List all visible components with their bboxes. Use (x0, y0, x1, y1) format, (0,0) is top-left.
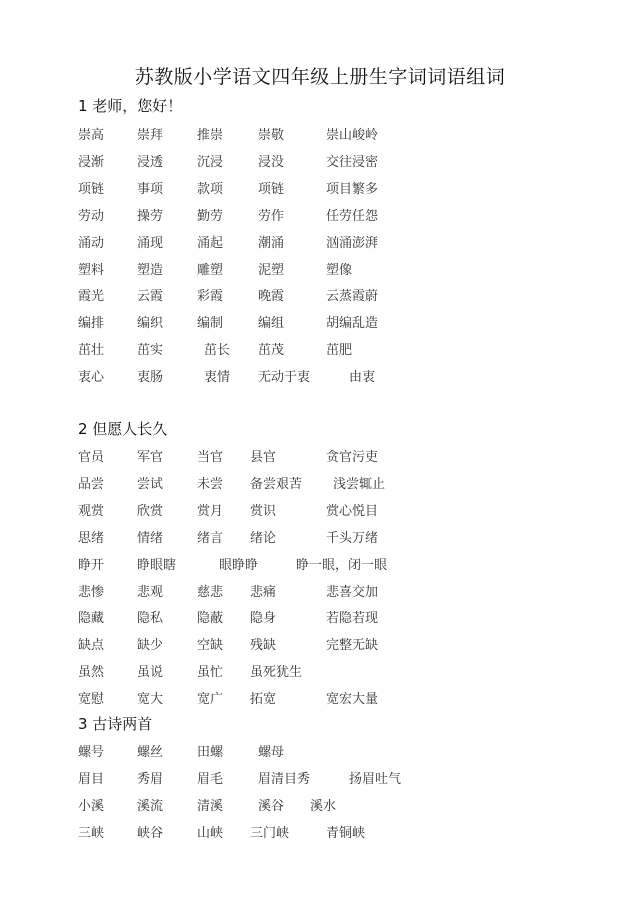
word-cell: 项目繁多 (326, 181, 379, 197)
word-cell: 塑造 (137, 262, 164, 278)
word-cell: 隐身 (250, 611, 277, 627)
word-row (0, 339, 640, 361)
word-cell: 塑料 (78, 262, 105, 278)
word-cell: 青铜峡 (326, 825, 366, 841)
word-cell: 浸透 (137, 154, 164, 170)
word-cell: 衷心 (78, 370, 105, 386)
word-cell: 峡谷 (137, 825, 164, 841)
word-cell: 空缺 (197, 638, 224, 654)
word-cell: 睁一眼，闭一眼 (296, 557, 388, 573)
word-cell: 小溪 (78, 798, 105, 814)
word-cell: 螺号 (78, 745, 105, 760)
word-cell: 军官 (137, 450, 164, 465)
section-heading: 3 古诗两首 (78, 715, 153, 733)
word-cell: 雕塑 (197, 262, 224, 278)
word-cell: 赏心悦目 (326, 503, 379, 519)
word-cell: 睁眼瞎 (137, 557, 177, 573)
word-cell: 崇山峻岭 (326, 128, 379, 143)
word-cell: 塑像 (326, 262, 353, 278)
word-cell: 赏识 (250, 503, 277, 519)
word-cell: 悲喜交加 (326, 584, 379, 600)
word-cell: 睁开 (78, 557, 105, 573)
word-cell: 项链 (258, 181, 285, 197)
word-cell: 任劳任怨 (326, 208, 379, 224)
word-row (0, 312, 640, 334)
word-cell: 浸渐 (78, 154, 105, 170)
word-cell: 品尝 (78, 476, 105, 492)
word-cell: 浸没 (258, 154, 285, 170)
word-cell: 思绪 (78, 530, 105, 546)
word-row (0, 768, 640, 790)
word-row (0, 741, 640, 763)
word-row (0, 446, 640, 468)
word-cell: 山峡 (197, 825, 224, 841)
word-row (0, 795, 640, 817)
word-cell: 悲痛 (250, 584, 277, 600)
word-cell: 拓宽 (250, 692, 277, 708)
word-row (0, 581, 640, 603)
word-row (0, 473, 640, 495)
word-cell: 田螺 (197, 745, 224, 760)
word-cell: 当官 (197, 450, 224, 465)
word-cell: 螺母 (258, 745, 285, 760)
word-cell: 宽大 (137, 692, 164, 708)
word-cell: 虽然 (78, 665, 105, 681)
word-cell: 云霞 (137, 289, 164, 305)
word-cell: 涌动 (78, 235, 105, 251)
word-row (0, 205, 640, 227)
word-row (0, 124, 640, 146)
word-row (0, 688, 640, 710)
word-cell: 尝试 (137, 476, 164, 492)
word-cell: 三门峡 (250, 825, 290, 841)
word-cell: 县官 (250, 450, 277, 465)
word-row (0, 259, 640, 281)
word-cell: 隐藏 (78, 611, 105, 627)
word-cell: 茁壮 (78, 343, 105, 359)
word-cell: 绪言 (197, 530, 224, 546)
word-row (0, 151, 640, 173)
word-cell: 虽死犹生 (250, 665, 303, 681)
word-cell: 茁实 (137, 343, 164, 359)
word-row (0, 527, 640, 549)
word-cell: 项链 (78, 181, 105, 197)
word-cell: 宽广 (197, 692, 224, 708)
word-cell: 螺丝 (137, 745, 164, 760)
word-cell: 完整无缺 (326, 638, 379, 654)
word-cell: 事项 (137, 181, 164, 197)
word-cell: 扬眉吐气 (349, 771, 402, 787)
word-cell: 缺少 (137, 638, 164, 654)
word-cell: 残缺 (250, 638, 277, 654)
word-cell: 赏月 (197, 503, 224, 519)
word-cell: 彩霞 (197, 289, 224, 305)
word-cell: 款项 (197, 181, 224, 197)
word-row (0, 500, 640, 522)
word-cell: 虽说 (137, 665, 164, 681)
word-cell: 观赏 (78, 503, 105, 519)
word-row (0, 661, 640, 683)
word-cell: 劳动 (78, 208, 105, 224)
word-cell: 霞光 (78, 289, 105, 305)
word-cell: 衷情 (204, 370, 231, 386)
word-cell: 泥塑 (258, 262, 285, 278)
word-cell: 涌起 (197, 235, 224, 251)
word-cell: 眉目 (78, 771, 105, 787)
word-cell: 眼睁睁 (219, 557, 259, 573)
word-row (0, 178, 640, 200)
section-heading: 2 但愿人长久 (78, 420, 168, 438)
word-cell: 欣赏 (137, 503, 164, 519)
word-cell: 潮涌 (258, 235, 285, 251)
word-cell: 由衷 (349, 370, 376, 386)
word-cell: 贪官污吏 (326, 450, 379, 465)
word-cell: 三峡 (78, 825, 105, 841)
word-cell: 茁肥 (326, 343, 353, 359)
word-cell: 编排 (78, 316, 105, 332)
word-cell: 崇敬 (258, 128, 285, 143)
word-cell: 备尝艰苦 (250, 476, 303, 492)
word-cell: 劳作 (258, 208, 285, 224)
word-cell: 悲惨 (78, 584, 105, 600)
word-cell: 溪流 (137, 798, 164, 814)
word-row (0, 554, 640, 576)
word-cell: 沉浸 (197, 154, 224, 170)
word-row (0, 634, 640, 656)
word-row (0, 607, 640, 629)
word-row (0, 232, 640, 254)
word-cell: 慈悲 (197, 584, 224, 600)
word-cell: 操劳 (137, 208, 164, 224)
page-title: 苏教版小学语文四年级上册生字词词语组词 (134, 66, 506, 88)
word-cell: 茁长 (204, 343, 231, 359)
word-cell: 眉毛 (197, 771, 224, 787)
word-cell: 隐私 (137, 611, 164, 627)
word-cell: 汹涌澎湃 (326, 235, 379, 251)
word-cell: 千头万绪 (326, 530, 379, 546)
word-cell: 茁茂 (258, 343, 285, 359)
word-cell: 溪水 (310, 798, 337, 814)
word-row (0, 366, 640, 388)
word-cell: 宽慰 (78, 692, 105, 708)
word-row (0, 285, 640, 307)
word-cell: 涌现 (137, 235, 164, 251)
word-cell: 编织 (137, 316, 164, 332)
word-cell: 编组 (258, 316, 285, 332)
word-cell: 眉清目秀 (258, 771, 311, 787)
word-cell: 缺点 (78, 638, 105, 654)
word-cell: 绪论 (250, 530, 277, 546)
word-cell: 胡编乱造 (326, 316, 379, 332)
word-cell: 衷肠 (137, 370, 164, 386)
word-cell: 官员 (78, 450, 105, 465)
word-cell: 虽忙 (197, 665, 224, 681)
word-cell: 若隐若现 (326, 611, 379, 627)
word-cell: 交往浸密 (326, 154, 379, 170)
word-cell: 悲观 (137, 584, 164, 600)
word-cell: 编制 (197, 316, 224, 332)
word-cell: 溪谷 (258, 798, 285, 814)
word-cell: 云蒸霞蔚 (326, 289, 379, 305)
word-cell: 崇拜 (137, 128, 164, 143)
word-cell: 秀眉 (137, 771, 164, 787)
word-cell: 浅尝辄止 (333, 476, 386, 492)
word-cell: 宽宏大量 (326, 692, 379, 708)
word-cell: 清溪 (197, 798, 224, 814)
word-row (0, 822, 640, 844)
word-cell: 未尝 (197, 476, 224, 492)
word-cell: 晚霞 (258, 289, 285, 305)
word-cell: 隐蔽 (197, 611, 224, 627)
word-cell: 崇高 (78, 128, 105, 143)
section-heading: 1 老师，您好！ (78, 97, 183, 115)
word-cell: 情绪 (137, 530, 164, 546)
word-cell: 勤劳 (197, 208, 224, 224)
word-cell: 推崇 (197, 128, 224, 143)
word-cell: 无动于衷 (258, 370, 311, 386)
